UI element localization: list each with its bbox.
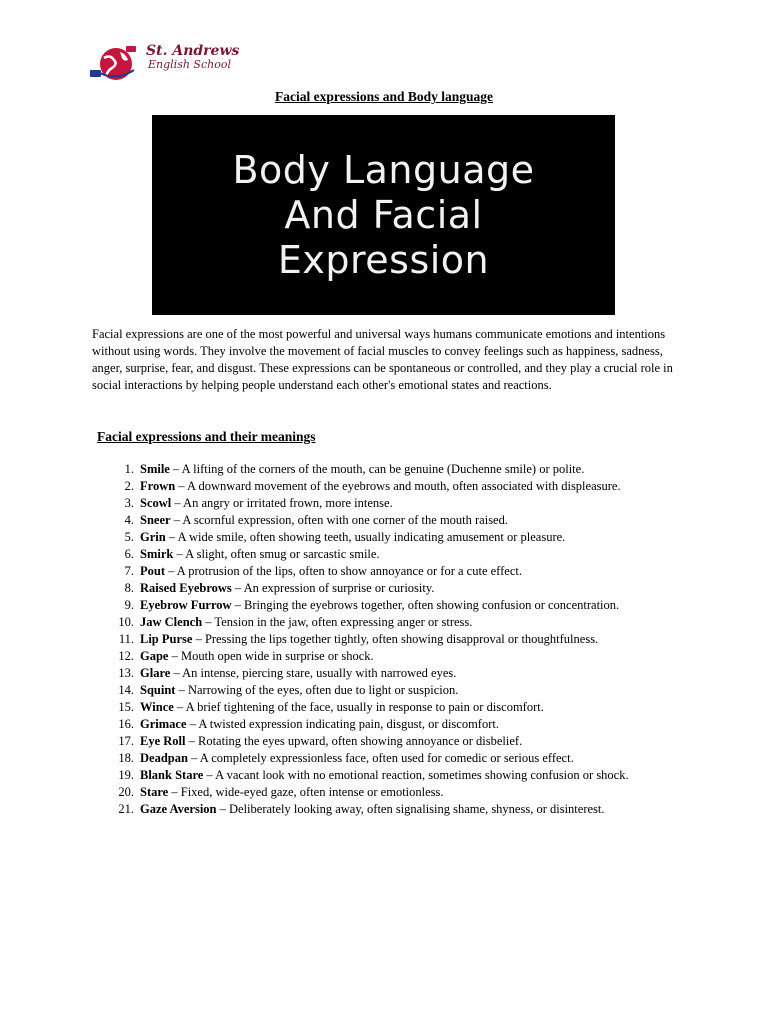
list-item	[110, 461, 680, 478]
item-number: 17.	[118, 734, 134, 748]
item-term: Stare	[140, 785, 169, 799]
list-item	[110, 614, 680, 631]
item-number: 1.	[124, 462, 134, 476]
item-term: Blank Stare	[140, 768, 204, 782]
list-item	[110, 597, 680, 614]
item-description: – Deliberately looking away, often signalising shame, shyness, or disinterest.	[216, 802, 605, 816]
document-title: Facial expressions and Body language	[274, 89, 494, 104]
list-item	[110, 512, 680, 529]
list-item	[110, 631, 680, 648]
item-number: 7.	[124, 564, 134, 578]
list-item	[110, 750, 680, 767]
item-description: – Bringing the eyebrows together, often showing confusion or concentration.	[231, 598, 620, 612]
item-description: – A vacant look with no emotional reaction, sometimes showing confusion or shock.	[203, 768, 629, 782]
item-number: 15.	[118, 700, 134, 714]
item-number: 2.	[124, 479, 134, 493]
item-description: – An intense, piercing stare, usually with narrowed eyes.	[170, 666, 457, 680]
item-description: – A scornful expression, often with one corner of the mouth raised.	[170, 513, 508, 527]
banner-image	[152, 115, 615, 315]
list-item	[110, 529, 680, 546]
item-number: 12.	[118, 649, 134, 663]
item-description: – A slight, often smug or sarcastic smile.	[173, 547, 380, 561]
item-number: 4.	[124, 513, 134, 527]
item-number: 8.	[124, 581, 134, 595]
school-name	[146, 44, 239, 72]
item-term: Pout	[140, 564, 165, 578]
item-description: – Narrowing of the eyes, often due to light or suspicion.	[175, 683, 459, 697]
item-term: Grin	[140, 530, 166, 544]
banner-line: Expression	[277, 237, 490, 282]
item-term: Gape	[140, 649, 169, 663]
item-number: 20.	[118, 785, 134, 799]
item-number: 18.	[118, 751, 134, 765]
item-description: – A lifting of the corners of the mouth, can be genuine (Duchenne smile) or polite.	[169, 462, 585, 476]
item-number: 19.	[118, 768, 134, 782]
item-term: Jaw Clench	[140, 615, 203, 629]
list-item	[110, 648, 680, 665]
item-term: Raised Eyebrows	[140, 581, 232, 595]
list-item	[110, 495, 680, 512]
list-item	[110, 563, 680, 580]
item-number: 5.	[124, 530, 134, 544]
list-item	[110, 784, 680, 801]
item-description: – Tension in the jaw, often expressing anger or stress.	[202, 615, 473, 629]
banner-line: And Facial	[284, 192, 483, 237]
section-heading: Facial expressions and their meanings	[97, 429, 316, 444]
item-number: 21.	[118, 802, 134, 816]
item-term: Frown	[140, 479, 176, 493]
item-number: 11.	[118, 632, 134, 646]
item-term: Glare	[140, 666, 171, 680]
item-description: – A brief tightening of the face, usually in response to pain or discomfort.	[173, 700, 544, 714]
school-name-line2: English School	[148, 58, 231, 71]
item-number: 6.	[124, 547, 134, 561]
flag-icon	[126, 46, 136, 52]
school-name-line1: St. Andrews	[146, 43, 240, 59]
item-description: – Pressing the lips together tightly, often showing disapproval or thoughtfulness.	[192, 632, 599, 646]
banner-line: Body Language	[232, 147, 535, 192]
item-description: – An angry or irritated frown, more intense.	[171, 496, 393, 510]
list-item	[110, 716, 680, 733]
item-description: – A wide smile, often showing teeth, usually indicating amusement or pleasure.	[165, 530, 566, 544]
item-term: Deadpan	[140, 751, 188, 765]
item-term: Eye Roll	[140, 734, 186, 748]
list-item	[110, 699, 680, 716]
list-item	[110, 733, 680, 750]
item-term: Smirk	[140, 547, 174, 561]
item-term: Squint	[140, 683, 176, 697]
list-item	[110, 478, 680, 495]
item-term: Lip Purse	[140, 632, 193, 646]
item-number: 3.	[124, 496, 134, 510]
item-description: – Fixed, wide-eyed gaze, often intense or emotionless.	[168, 785, 444, 799]
item-description: – A protrusion of the lips, often to show annoyance or for a cute effect.	[165, 564, 522, 578]
list-item	[110, 580, 680, 597]
list-item	[110, 767, 680, 784]
list-item	[110, 801, 680, 818]
item-number: 10.	[118, 615, 134, 629]
list-item	[110, 665, 680, 682]
item-number: 16.	[118, 717, 134, 731]
item-number: 9.	[124, 598, 134, 612]
item-term: Grimace	[140, 717, 187, 731]
item-number: 14.	[118, 683, 134, 697]
item-term: Smile	[140, 462, 170, 476]
item-term: Gaze Aversion	[140, 802, 217, 816]
item-description: – Rotating the eyes upward, often showing annoyance or disbelief.	[185, 734, 523, 748]
item-term: Sneer	[140, 513, 171, 527]
item-description: – An expression of surprise or curiosity.	[231, 581, 435, 595]
list-item	[110, 682, 680, 699]
item-term: Eyebrow Furrow	[140, 598, 232, 612]
item-term: Wince	[140, 700, 174, 714]
item-number: 13.	[118, 666, 134, 680]
badge-icon	[90, 70, 101, 77]
item-description: – A twisted expression indicating pain, disgust, or discomfort.	[186, 717, 499, 731]
intro-paragraph: Facial expressions are one of the most powerful and universal ways humans communicate emotions and intentions without using words. They involve the movement of facial muscles to convey feelings such as happiness, sadness, anger, surprise, fear, and disgust. These expressions can be spontaneous or controlled, and they play a crucial role in social interactions by helping people understand each other's emotional states and reactions.	[92, 327, 673, 392]
item-description: – A downward movement of the eyebrows and mouth, often associated with displeasure.	[175, 479, 621, 493]
list-item	[110, 546, 680, 563]
item-description: – A completely expressionless face, often used for comedic or serious effect.	[187, 751, 574, 765]
item-term: Scowl	[140, 496, 172, 510]
expressions-list	[110, 461, 680, 818]
item-description: – Mouth open wide in surprise or shock.	[168, 649, 374, 663]
globe-icon	[88, 42, 148, 84]
